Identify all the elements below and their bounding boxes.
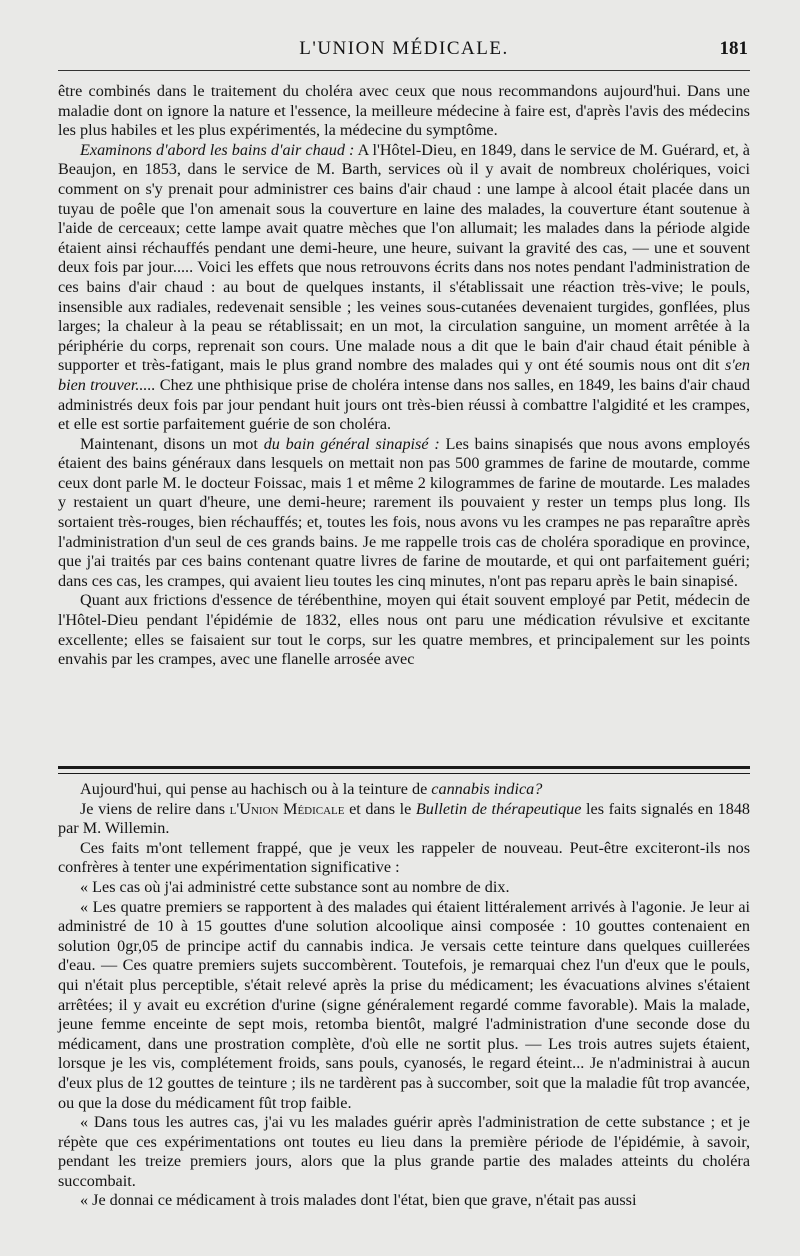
paragraph: Ces faits m'ont tellement frappé, que je veux les rappeler de nouveau. Peut-être exciteront-ils nos confrères à tenter une expérimentation significative :	[58, 838, 750, 877]
paragraph: Quant aux frictions d'essence de térébenthine, moyen qui était souvent employé par Petit, médecin de l'Hôtel-Dieu pendant l'épidémie de 1832, elles nous ont paru une médication révulsive et excitante excellente; elles se faisaient sur tout le corps, sur les quatre membres, et principalement sur les points envahis par les crampes, avec une flanelle arrosée avec	[58, 591, 750, 669]
article-section-bottom	[58, 780, 750, 1211]
article-section-top	[58, 82, 750, 670]
paragraph: « Les cas où j'ai administré cette substance sont au nombre de dix.	[80, 877, 510, 896]
paragraph: « Je donnai ce médicament à trois malades dont l'état, bien que grave, n'était pas aussi	[80, 1191, 637, 1210]
paragraph: Je viens de relire dans l'Union Médicale et dans le Bulletin de thérapeutique les faits signalés en 1848 par M. Willemin.	[58, 799, 751, 838]
paragraph: « Dans tous les autres cas, j'ai vu les malades guérir après l'administration de cette substance ; et je répète que ces expérimentations ont toutes eu lieu dans la première période de l'épidémie, à savoir, pendant les treize premiers jours, alors que la plus grande partie des malades atteints du choléra succombait.	[58, 1113, 750, 1190]
page-header	[58, 38, 750, 64]
paragraph: être combinés dans le traitement du choléra avec ceux que nous recommandons aujourd'hui. Dans une maladie dont on ignore la nature et l'essence, la meilleure médecine à faire est, d'après l'avis des médecins les plus habiles et les plus expérimentés, la médecine du symptôme.	[58, 82, 750, 140]
paragraph: Examinons d'abord les bains d'air chaud : A l'Hôtel-Dieu, en 1849, dans le service de M. Guérard, et, à Beaujon, en 1853, dans le service de M. Barth, services où il y avait de nombreux cholériques, voici comment on s'y prenait pour administrer ces bains d'air chaud : une lampe à alcool était placée dans un tuyau de poêle que l'on amenait sous la couverture en laine des malades, la couverture étant soutenue à l'aide de cerceaux; cette lampe avait quatre mèches que l'on allumait; les malades dans la période algide étaient ainsi réchauffés pendant une demi-heure, une heure, suivant la gravité des cas, — une et souvent deux fois par jour..... Voici les effets que nous retrouvons écrits dans nos notes pendant l'administration de ces bains d'air chaud : au bout de quelques instants, il s'établissait une réaction très-vive; le pouls, insensible aux radiales, redevenait sensible ; les veines sous-cutanées devenaient turgides, gonflées, plus larges; la chaleur à la peau se rétablissait; en un mot, la circulation sanguine, un moment arrêtée à la périphérie du corps, reprenait son cours. Une malade nous a dit que le bain d'air chaud était pénible à supporter et très-fatigant, mais le plus grand nombre des malades qui y ont été soumis nous ont dit s'en bien trouver..... Chez une phthisique prise de choléra intense dans nos salles, en 1849, les bains d'air chaud administrés deux fois par jour pendant huit jours ont très-bien réussi à combattre l'algidité et les crampes, et elle est sortie parfaitement guérie de son choléra.	[58, 140, 750, 434]
paragraph: « Les quatre premiers se rapportent à des malades qui étaient littéralement arrivés à l'agonie. Je leur ai administré de 10 à 15 gouttes d'une solution alcoolique ainsi composée : 10 gouttes contenaient en solution 0gr,05 de principe actif du cannabis indica. Je versais cette teinture dans quelques cuillerées d'eau. — Ces quatre premiers sujets succombèrent. Toutefois, je remarquai chez l'un d'eux que le pouls, qui n'était plus perceptible, s'était relevé après la prise du médicament; les évacuations alvines s'étaient arrêtées; il y avait eu excrétion d'urine (signe généralement regardé comme favorable). Mais la malade, jeune femme enceinte de sept mois, retomba bientôt, malgré l'administration d'une seconde dose du médicament, dans une prostration complète, d'où elle ne sortit plus. — Les trois autres sujets étaient, lorsque je les vis, complétement froids, sans pouls, cyanosés, le regard éteint... Je n'administrai à aucun d'eux plus de 12 gouttes de teinture ; ils ne tardèrent pas à succomber, soit que la maladie fût trop avancée, ou que la dose du médicament fût trop faible.	[58, 897, 750, 1112]
section-separator	[58, 766, 750, 774]
paragraph: Aujourd'hui, qui pense au hachisch ou à la teinture de cannabis indica?	[80, 780, 543, 798]
page-number: 181	[719, 38, 748, 59]
header-rule	[58, 70, 750, 71]
running-title: L'UNION MÉDICALE.	[299, 38, 509, 59]
italic-heading: Examinons d'abord les bains d'air chaud :	[80, 140, 355, 159]
paragraph: Maintenant, disons un mot du bain général sinapisé : Les bains sinapisés que nous avons employés étaient des bains généraux dans lesquels on mettait non pas 500 grammes de farine de moutarde, comme ceux dont parle M. le docteur Foissac, mais 1 et même 2 kilogrammes de farine de moutarde. Les malades y restaient un quart d'heure, une demi-heure; rarement ils pouvaient y rester un temps plus long. Ils sortaient très-rouges, bien réchauffés; et, toutes les fois, nous avons vu les crampes ne pas reparaître après l'administration d'un seul de ces grands bains. Je me rappelle trois cas de choléra sporadique en province, que j'ai traités par ces bains contenant quatre livres de farine de moutarde, et qui ont parfaitement guéri; dans ces cas, les crampes, qui avaient lieu toutes les cinq minutes, n'ont pas reparu après le bain sinapisé.	[58, 434, 751, 590]
